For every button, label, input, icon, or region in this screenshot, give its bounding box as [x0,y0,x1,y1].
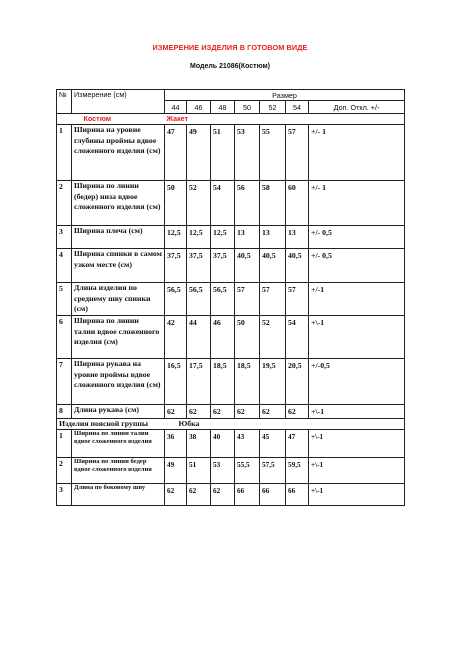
size-col: 52 [260,101,286,114]
header-size: Размер [165,90,405,101]
size-col: 48 [211,101,235,114]
measurements-table [56,89,405,506]
garment-label: Жакет [165,114,235,125]
size-col: 46 [187,101,211,114]
table-row: 7 Ширина рукава на уровне проймы вдвое сложенного изделия (см) 16,5 17,5 18,5 18,5 19,5 20,5 +/-0,5 [57,359,405,405]
model-subtitle: Модель 21086(Костюм) [189,63,270,70]
section-label: Изделия поясной группы [57,418,165,429]
table-row: 1 Ширина по линии талии вдвое сложенного изделия 36 38 40 43 45 47 +\-1 [57,429,405,457]
table-row: 4 Ширина спинки в самом узком месте (см) 37,5 37,5 37,5 40,5 40,5 40,5 +/- 0,5 [57,249,405,283]
table-row: 8 Длина рукава (см) 62 62 62 62 62 62 +\-1 [57,405,405,419]
table-row: 2 Ширина по линии (бедер) низа вдвое сложенного изделия (см) 50 52 54 56 58 60 +/- 1 [57,181,405,226]
table-row: 6 Ширина по линии талии вдвое сложенного изделия (см) 42 44 46 50 52 54 +\-1 [57,316,405,359]
header-no: № [57,90,72,114]
category-row [57,114,405,125]
table-row: 3 Длина по боковому шву 62 62 62 66 66 66 +\-1 [57,483,405,505]
table-row: 3 Ширина плеча (см) 12,5 12,5 12,5 13 13 13 +/- 0,5 [57,226,405,249]
document-title: ИЗМЕРЕНИЕ ИЗДЕЛИЯ В ГОТОВОМ ВИДЕ [152,43,308,52]
size-col: 54 [286,101,309,114]
section-garment: Юбка [165,418,235,429]
table-row: 2 Ширина по линии бедер вдвое сложенного изделия 49 51 53 55,5 57,5 59,5 +\-1 [57,457,405,483]
category-label: Костюм [72,114,165,125]
section-row [57,418,405,429]
header-measurement: Измерение (см) [72,90,165,114]
table-row: 5 Длина изделия по среднему шву спинки (см) 56,5 56,5 56,5 57 57 57 +/-1 [57,283,405,316]
tolerance-header: Доп. Откл. +/- [309,101,405,114]
size-col: 50 [235,101,260,114]
header-row-1 [57,90,405,101]
size-col: 44 [165,101,187,114]
table-row: 1 Ширина на уровне глубины проймы вдвое сложенного изделия (см) 47 49 51 53 55 57 +/- 1 [57,125,405,181]
